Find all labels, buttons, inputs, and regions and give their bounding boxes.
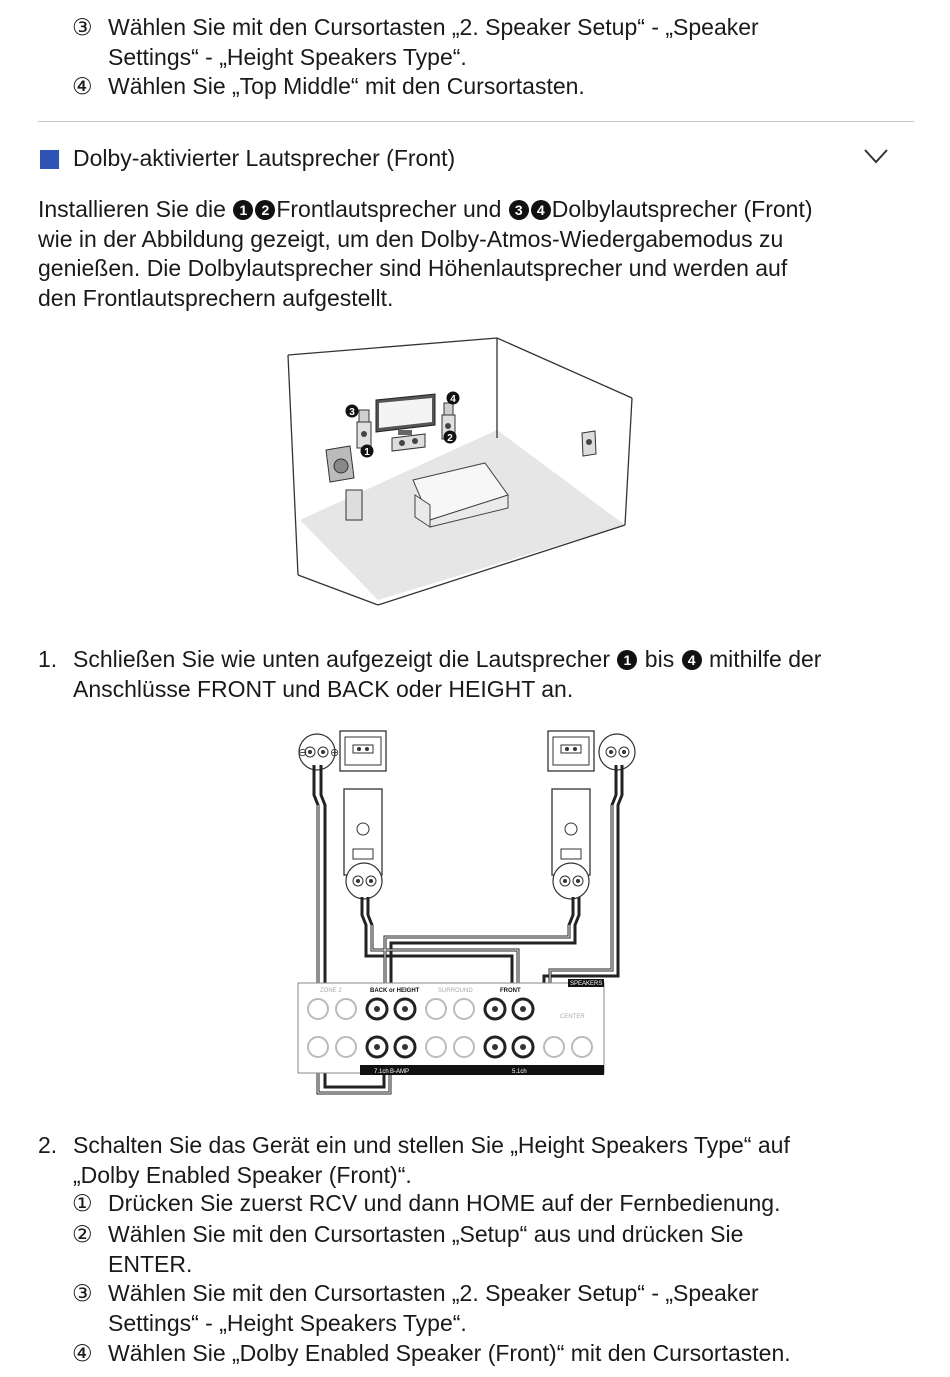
section-divider [38, 121, 914, 122]
badge-1: 1 [233, 200, 253, 220]
badge-4: 4 [531, 200, 551, 220]
receiver-terminal-panel [298, 979, 604, 1075]
badge-1: 1 [617, 650, 637, 670]
height-speaker-right-icon [548, 731, 594, 771]
step-text: Drücken Sie zuerst RCV und dann HOME auf der Fernbedienung. [108, 1190, 781, 1216]
badge-4: 4 [682, 650, 702, 670]
terminal-circle-front-left [346, 863, 382, 899]
step-number: 1. [38, 646, 58, 672]
step-marker: ③ [72, 1280, 93, 1306]
svg-text:B-AMP: B-AMP [390, 1069, 410, 1075]
step-marker: ④ [72, 73, 93, 99]
svg-text:CENTER: CENTER [560, 1014, 585, 1020]
step-text: Wählen Sie mit den Cursortasten „2. Speaker Setup“ - „Speaker Settings“ - „Height Speakers Type“. [108, 14, 759, 70]
front-speaker-left-icon [344, 789, 382, 875]
step-marker: ① [72, 1190, 93, 1216]
terminal-circle-top-left [298, 734, 339, 770]
step-text: Wählen Sie mit den Cursortasten „2. Speaker Setup“ - „Speaker Settings“ - „Height Speakers Type“. [108, 1280, 759, 1336]
svg-text:⊖: ⊖ [298, 747, 308, 759]
front-speaker-right-icon [552, 789, 590, 875]
svg-text:7.1ch: 7.1ch [374, 1069, 389, 1075]
chevron-down-icon[interactable] [864, 146, 888, 166]
step-text: Schließen Sie wie unten aufgezeigt die Lautsprecher 1 bis 4 mithilfe der Anschlüsse FRONT und BACK oder HEIGHT an. [73, 646, 822, 702]
svg-text:SURROUND: SURROUND [438, 988, 473, 994]
svg-text:FRONT: FRONT [500, 988, 521, 994]
svg-text:SPEAKERS: SPEAKERS [570, 981, 603, 987]
badge-2: 2 [255, 200, 275, 220]
svg-text:BACK or HEIGHT: BACK or HEIGHT [370, 988, 420, 994]
front-left-speaker-icon [357, 410, 371, 448]
svg-text:1: 1 [364, 447, 370, 458]
intro-paragraph: Installieren Sie die 1 2 Frontlautsprecher und 3 4 Dolbylautsprecher (Front) wie in der Abbildung gezeigt, um den Dolby-Atmos-Wiedergabemodus zu genießen. Die Dolbylautsprecher sind Höhenlautsprecher und werden auf den Frontlautsprechern aufgestellt. [38, 196, 813, 311]
subwoofer-icon [326, 446, 354, 482]
svg-text:5.1ch: 5.1ch [512, 1069, 527, 1075]
terminal-circle-front-right [553, 863, 589, 899]
surround-left-speaker-icon [346, 490, 362, 520]
svg-text:4: 4 [450, 394, 456, 405]
svg-text:3: 3 [349, 407, 355, 418]
section-title: Dolby-aktivierter Lautsprecher (Front) [73, 145, 456, 171]
step-text: Wählen Sie mit den Cursortasten „Setup“ aus und drücken Sie ENTER. [108, 1221, 744, 1277]
step-marker: ③ [72, 14, 93, 40]
badge-3: 3 [509, 200, 529, 220]
step-text: Wählen Sie „Top Middle“ mit den Cursortasten. [108, 73, 585, 99]
wiring-diagram [290, 725, 640, 1105]
surround-right-speaker-icon [582, 431, 596, 456]
terminal-circle-top-right [599, 734, 635, 770]
step-text: Schalten Sie das Gerät ein und stellen Sie „Height Speakers Type“ auf „Dolby Enabled Speaker (Front)“. [73, 1132, 790, 1188]
step-marker: ④ [72, 1340, 93, 1366]
section-square-icon [40, 150, 59, 169]
step-text: Wählen Sie „Dolby Enabled Speaker (Front)“ mit den Cursortasten. [108, 1340, 791, 1366]
section-header-dolby-front[interactable] [38, 142, 914, 174]
svg-text:2: 2 [447, 433, 453, 444]
svg-text:ZONE 2: ZONE 2 [320, 988, 342, 994]
step-marker: ② [72, 1221, 93, 1247]
svg-text:⊕: ⊕ [330, 747, 340, 759]
room-illustration [280, 330, 640, 610]
step-number: 2. [38, 1132, 58, 1158]
height-speaker-left-icon [340, 731, 386, 771]
